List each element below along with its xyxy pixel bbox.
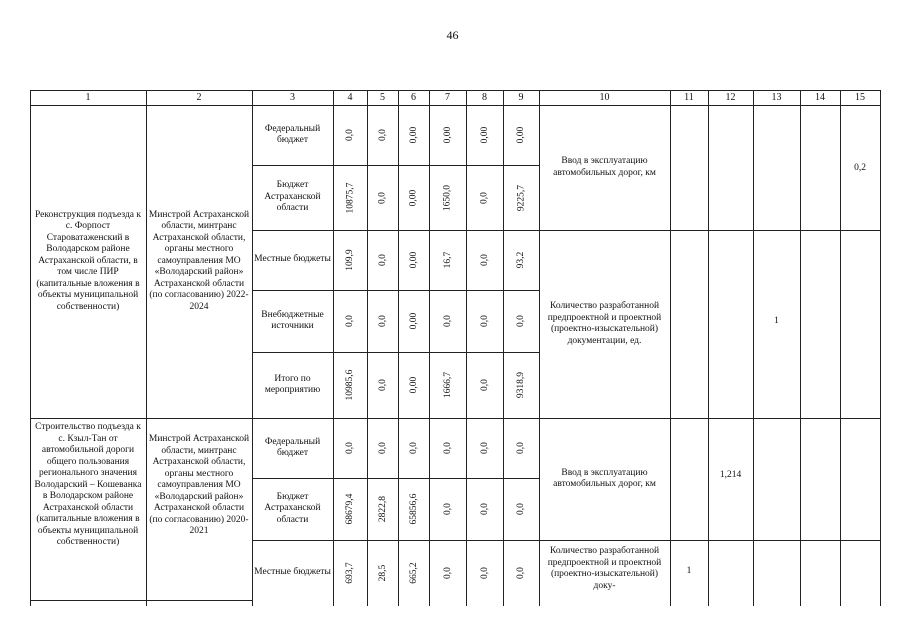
budget-value: 0,0 [479, 567, 490, 579]
funding-source: Бюджет Астраханской области [264, 491, 321, 525]
column-header: 13 [771, 92, 782, 103]
column-header: 4 [347, 92, 353, 103]
column-header: 6 [411, 92, 416, 103]
indicator-value: 1 [686, 566, 692, 576]
budget-value: 0,0 [479, 503, 490, 515]
budget-value: 0,00 [516, 126, 526, 144]
cell-bottom-rule [30, 600, 252, 601]
budget-value: 0,0 [408, 442, 419, 454]
project-name: Реконструкция подъезда к с. Форпост Староватаженский в Володарском районе Астраханской области, в том числе ПИР (капитальные вложения в объекты муниципальной собственности) [35, 209, 141, 312]
column-header: 11 [684, 92, 694, 103]
column-header: 10 [599, 92, 610, 103]
budget-value: 68679,4 [345, 493, 355, 525]
budget-value: 0,0 [442, 442, 453, 454]
budget-value: 0,0 [442, 315, 453, 327]
budget-value: 0,0 [516, 315, 526, 327]
budget-value: 693,7 [345, 562, 355, 584]
funding-source: Итого по мероприятию [264, 373, 321, 395]
budget-value: 0,00 [442, 126, 453, 144]
column-header: 9 [518, 92, 524, 103]
column-header: 3 [290, 92, 295, 103]
project-name: Строительство подъезда к с. Кзыл-Тан от автомобильной дороги общего пользования регионального значения Володарский – Кошеванка в Володарском районе Астраханской области (капитальные вложения в объекты муниципальной собственности) [34, 422, 142, 547]
indicator-value: 1,214 [719, 470, 742, 480]
budget-value: 1666,7 [442, 371, 453, 399]
column-rule [503, 90, 504, 606]
column-header: 14 [815, 92, 825, 103]
budget-value: 0,00 [408, 251, 419, 269]
column-rule [367, 90, 368, 606]
funding-source: Внебюджетные источники [261, 309, 324, 331]
budget-value: 0,0 [377, 442, 388, 454]
budget-value: 0,0 [345, 315, 355, 327]
budget-value: 0,0 [479, 191, 490, 204]
budget-value: 0,0 [479, 315, 490, 327]
budget-value: 0,0 [377, 254, 388, 266]
budget-value: 0,0 [442, 567, 453, 579]
column-rule [800, 90, 801, 606]
budget-value: 2822,8 [377, 495, 388, 523]
budget-value: 0,00 [408, 312, 419, 330]
funding-source: Местные бюджеты [254, 567, 331, 578]
indicator-text: Количество разработанной предпроектной и проектной (проектно-изыскательной) доку- [547, 546, 662, 591]
funding-source: Местные бюджеты [254, 254, 331, 265]
project-executor: Минстрой Астраханской области, минтранс Астраханской области, органы местного самоуправления МО «Володарский район» Астраханской области (по согласованию) 2022-2024 [148, 209, 250, 312]
column-rule [670, 90, 671, 606]
indicator-text: Ввод в эксплуатацию автомобильных дорог, км [553, 156, 656, 178]
indicator-text: Ввод в эксплуатацию автомобильных дорог, км [553, 467, 656, 489]
budget-value: 0,00 [408, 376, 419, 394]
funding-source: Федеральный бюджет [264, 436, 321, 458]
budget-value: 0,0 [516, 442, 526, 454]
project-executor: Минстрой Астраханской области, минтранс Астраханской области, органы местного самоуправления МО «Володарский район» Астраханской области (по согласованию) 2020-2021 [148, 434, 250, 536]
budget-value: 0,0 [479, 379, 490, 391]
budget-value: 109,9 [345, 249, 355, 271]
indicator-value: 0,2 [854, 163, 866, 173]
column-header: 12 [725, 92, 736, 103]
budget-value: 0,0 [377, 315, 388, 327]
budget-value: 0,0 [377, 379, 388, 391]
budget-value: 0,0 [442, 503, 453, 515]
budget-value: 0,0 [377, 191, 388, 204]
column-rule [398, 90, 399, 606]
column-rule [880, 90, 881, 606]
column-header: 8 [482, 92, 487, 103]
budget-value: 16,7 [442, 251, 453, 269]
indicator-text: Количество разработанной предпроектной и проектной (проектно-изыскательной) документации, ед. [547, 301, 662, 346]
budget-value: 9318,9 [516, 371, 526, 399]
budget-value: 10985,6 [345, 369, 355, 401]
column-header: 5 [380, 92, 385, 103]
budget-value: 0,0 [479, 442, 490, 454]
column-header: 15 [855, 92, 865, 103]
budget-value: 0,0 [345, 442, 355, 454]
budget-value: 665,2 [408, 562, 419, 584]
budget-value: 0,00 [408, 189, 419, 206]
budget-value: 65856,6 [408, 493, 419, 525]
budget-value: 0,0 [345, 129, 355, 141]
column-rule [333, 90, 334, 606]
column-header: 2 [196, 92, 202, 103]
column-header: 1 [85, 92, 91, 103]
column-rule [429, 90, 430, 606]
budget-value: 1650,0 [442, 184, 453, 211]
funding-source: Бюджет Астраханской области [264, 180, 321, 214]
budget-value: 0,00 [479, 126, 490, 144]
budget-value: 9225,7 [516, 184, 526, 211]
page-number: 46 [446, 28, 459, 42]
budget-value: 10875,7 [345, 182, 355, 213]
funding-source: Федеральный бюджет [264, 123, 321, 145]
budget-value: 93,2 [516, 251, 526, 269]
budget-value: 0,0 [516, 567, 526, 579]
budget-value: 0,0 [516, 503, 526, 515]
indicator-value: 1 [774, 316, 779, 326]
budget-value: 0,00 [408, 126, 419, 144]
budget-value: 0,0 [377, 129, 388, 141]
budget-value: 28,5 [377, 564, 388, 582]
column-rule [466, 90, 467, 606]
budget-value: 0,0 [479, 254, 490, 266]
column-header: 7 [445, 92, 450, 103]
